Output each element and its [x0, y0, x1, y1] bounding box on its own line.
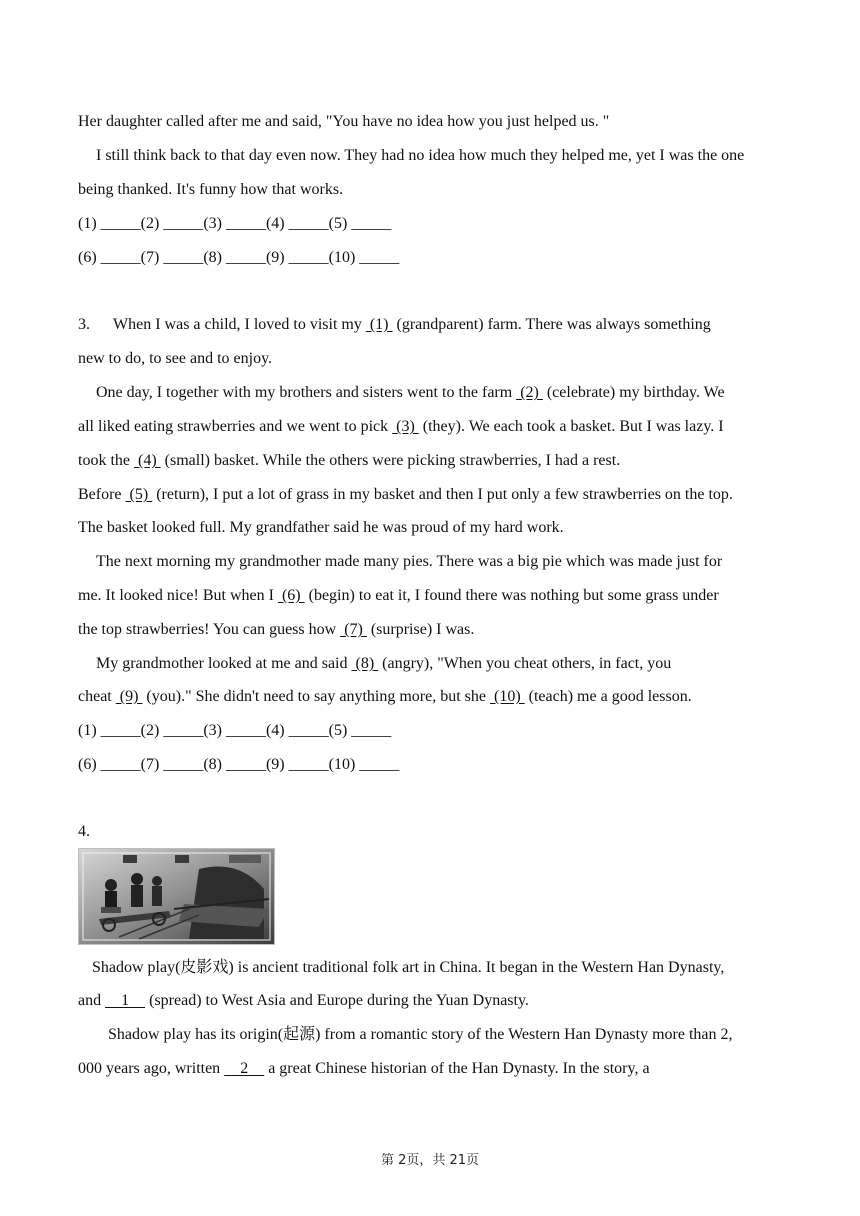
- q3-text: (begin) to eat it, I found there was nothing but some grass under: [304, 587, 719, 604]
- q3-line-2: new to do, to see and to enjoy.: [78, 350, 273, 367]
- q3-text: (teach) me a good lesson.: [524, 688, 692, 705]
- q2-answer-row-1: (1) _____(2) _____(3) _____(4) _____(5) _____: [78, 215, 392, 232]
- shadow-puppet-photo-icon: [79, 849, 274, 944]
- q3-text: the top strawberries! You can guess how: [78, 621, 341, 638]
- q4-paragraph-1-line-1: Shadow play(皮影戏) is ancient traditional folk art in China. It began in the Western Han Dynasty,: [92, 959, 725, 976]
- q2-text-line-2: I still think back to that day even now. They had no idea how much they helped me, yet I was the one: [96, 147, 745, 164]
- q4-paragraph-1-line-2: [78, 991, 529, 1011]
- q3-text: When I was a child, I loved to visit my: [113, 316, 366, 333]
- question-number-4: 4.: [78, 823, 90, 840]
- q4-paragraph-2-line-2: [78, 1059, 650, 1079]
- q3-text: (return), I put a lot of grass in my basket and then I put only a few strawberries on the top.: [152, 486, 733, 503]
- blank-4[interactable]: (4): [134, 452, 161, 469]
- blank-3[interactable]: (3): [392, 418, 419, 435]
- shadow-puppet-photo: [78, 848, 275, 945]
- q3-line-5: [78, 451, 620, 471]
- q3-text: all liked eating strawberries and we went to pick: [78, 418, 393, 435]
- blank-6[interactable]: (6): [277, 587, 305, 604]
- blank-2[interactable]: (2): [516, 384, 543, 401]
- q4-text: 000 years ago, written: [78, 1060, 225, 1077]
- question-number: 3.: [78, 316, 90, 333]
- q3-answer-row-1: (1) _____(2) _____(3) _____(4) _____(5) _____: [78, 722, 392, 739]
- q3-line-1: [78, 315, 711, 335]
- q3-text: (they). We each took a basket. But I was lazy. I: [418, 418, 724, 435]
- blank-7[interactable]: (7): [340, 621, 367, 638]
- q3-text: Before: [78, 486, 126, 503]
- q3-text: took the: [78, 452, 134, 469]
- blank-9[interactable]: (9): [115, 688, 143, 705]
- q2-answer-row-2: (6) _____(7) _____(8) _____(9) _____(10) _____: [78, 249, 400, 266]
- q3-line-3: [96, 383, 725, 403]
- blank-8[interactable]: (8): [351, 655, 379, 672]
- q3-line-11: [96, 654, 671, 674]
- q3-text: One day, I together with my brothers and sisters went to the farm: [96, 384, 517, 401]
- q3-line-7: The basket looked full. My grandfather said he was proud of my hard work.: [78, 519, 564, 536]
- q3-text: (you)." She didn't need to say anything more, but she: [142, 688, 490, 705]
- q3-line-10: [78, 620, 474, 640]
- page-footer: 第 2页，共 21页: [380, 1153, 480, 1168]
- q3-line-12: [78, 687, 692, 707]
- q3-text: me. It looked nice! But when I: [78, 587, 278, 604]
- q4-text: a great Chinese historian of the Han Dynasty. In the story, a: [264, 1060, 650, 1077]
- blank-2[interactable]: 2: [224, 1060, 265, 1077]
- blank-1[interactable]: (1): [365, 316, 393, 333]
- q3-text: cheat: [78, 688, 116, 705]
- q3-text: My grandmother looked at me and said: [96, 655, 352, 672]
- q3-line-4: [78, 417, 724, 437]
- q3-text: (small) basket. While the others were picking strawberries, I had a rest.: [160, 452, 621, 469]
- q2-text-line-3: being thanked. It's funny how that works.: [78, 181, 344, 198]
- q2-text-line-1: Her daughter called after me and said, "You have no idea how you just helped us. ": [78, 113, 610, 130]
- blank-10[interactable]: (10): [489, 688, 525, 705]
- q3-text: (surprise) I was.: [366, 621, 475, 638]
- q3-answer-row-2: (6) _____(7) _____(8) _____(9) _____(10) _____: [78, 756, 400, 773]
- q4-text: (spread) to West Asia and Europe during the Yuan Dynasty.: [145, 992, 529, 1009]
- q3-text: (grandparent) farm. There was always something: [392, 316, 711, 333]
- q4-text: and: [78, 992, 106, 1009]
- q3-line-6: [78, 485, 733, 505]
- q3-line-8: The next morning my grandmother made many pies. There was a big pie which was made just for: [96, 553, 723, 570]
- blank-1[interactable]: 1: [105, 992, 146, 1009]
- blank-5[interactable]: (5): [125, 486, 153, 503]
- q4-paragraph-2-line-1: Shadow play has its origin(起源) from a romantic story of the Western Han Dynasty more than 2,: [108, 1026, 733, 1043]
- q3-line-9: [78, 586, 719, 606]
- q3-text: (celebrate) my birthday. We: [542, 384, 725, 401]
- q3-text: (angry), "When you cheat others, in fact, you: [378, 655, 672, 672]
